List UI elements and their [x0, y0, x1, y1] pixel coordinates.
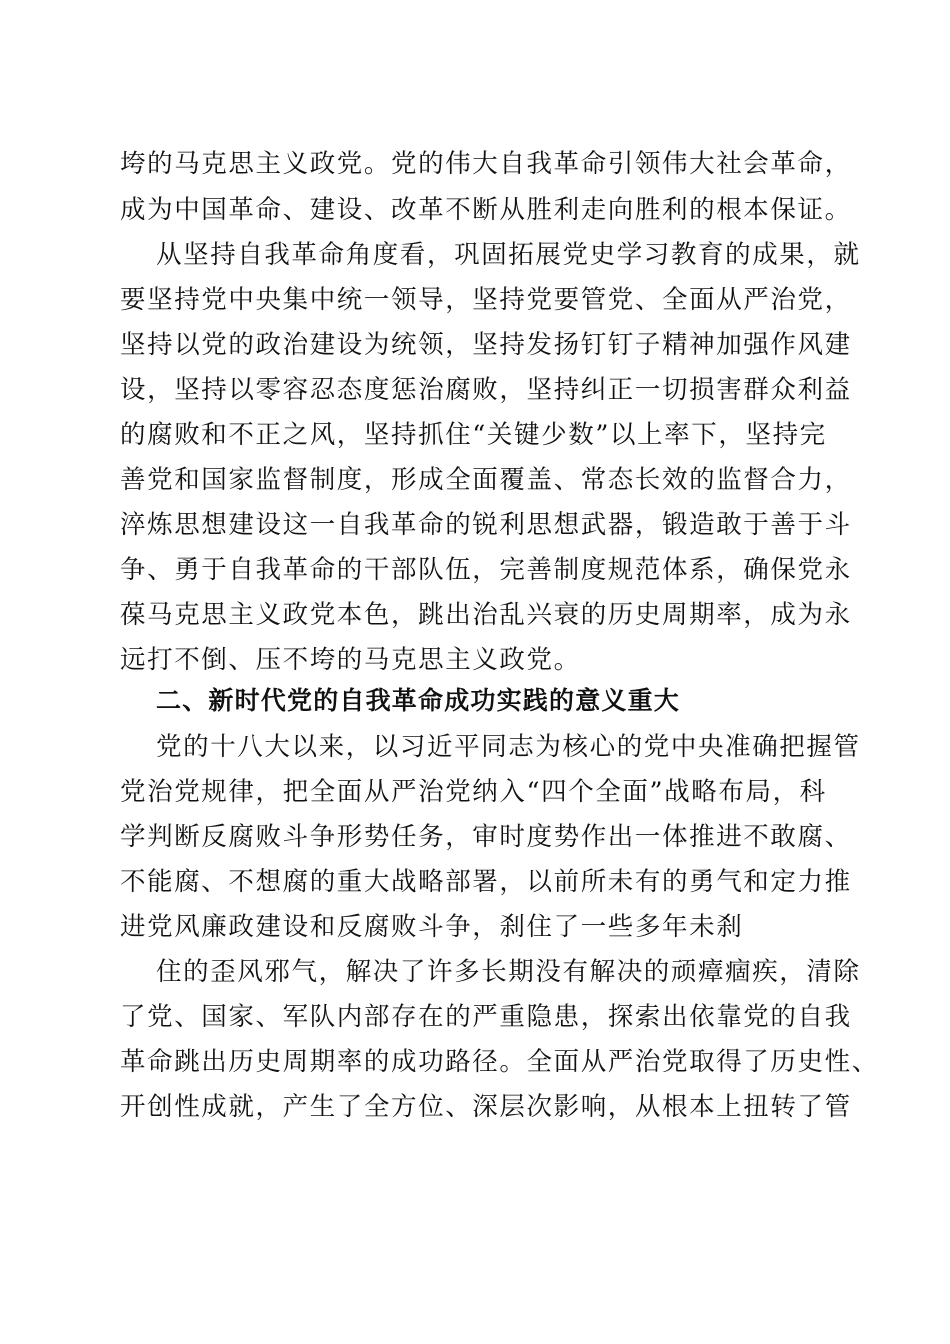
body-text-line: 开创性成就，产生了全方位、深层次影响，从根本上扭转了管 [120, 1092, 852, 1122]
paragraph-start-line: 住的歪风邪气，解决了许多长期没有解决的顽瘴痼疾，清除 [156, 957, 861, 987]
paragraph-start-line: 从坚持自我革命角度看，巩固拓展党史学习教育的成果，就 [156, 240, 861, 270]
body-text-line: 远打不倒、压不垮的马克思主义政党。 [120, 645, 581, 675]
section-heading: 二、新时代党的自我革命成功实践的意义重大 [156, 686, 681, 715]
body-text-line: 成为中国革命、建设、改革不断从胜利走向胜利的根本保证。 [120, 195, 852, 225]
body-text-line: 坚持以党的政治建设为统领，坚持发扬钉钉子精神加强作风建 [120, 330, 852, 360]
body-text-line: 党治党规律，把全面从严治党纳入“四个全面”战略布局，科 [120, 777, 827, 807]
paragraph-start-line: 党的十八大以来，以习近平同志为核心的党中央准确把握管 [156, 732, 861, 762]
body-text-line: 淬炼思想建设这一自我革命的锐利思想武器，锻造敢于善于斗 [120, 510, 852, 540]
body-text-line: 葆马克思主义政党本色，跳出治乱兴衰的历史周期率，成为永 [120, 600, 852, 630]
body-text-line: 要坚持党中央集中统一领导，坚持党要管党、全面从严治党， [120, 285, 852, 315]
body-text-line: 了党、国家、军队内部存在的严重隐患，探索出依靠党的自我 [120, 1002, 852, 1032]
body-text-line: 设，坚持以零容忍态度惩治腐败，坚持纠正一切损害群众利益 [120, 375, 852, 405]
body-text-line: 进党风廉政建设和反腐败斗争，刹住了一些多年未刹 [120, 912, 744, 942]
body-text-line: 善党和国家监督制度，形成全面覆盖、常态长效的监督合力， [120, 465, 852, 495]
body-text-line: 争、勇于自我革命的干部队伍，完善制度规范体系，确保党永 [120, 555, 852, 585]
body-text-line: 革命跳出历史周期率的成功路径。全面从严治党取得了历史性、 [120, 1047, 879, 1077]
body-text-line: 垮的马克思主义政党。党的伟大自我革命引领伟大社会革命， [120, 149, 852, 179]
body-text-line: 的腐败和不正之风，坚持抓住“关键少数”以上率下，坚持完 [120, 420, 827, 450]
body-text-line: 学判断反腐败斗争形势任务，审时度势作出一体推进不敢腐、 [120, 822, 852, 852]
body-text-line: 不能腐、不想腐的重大战略部署，以前所未有的勇气和定力推 [120, 867, 852, 897]
